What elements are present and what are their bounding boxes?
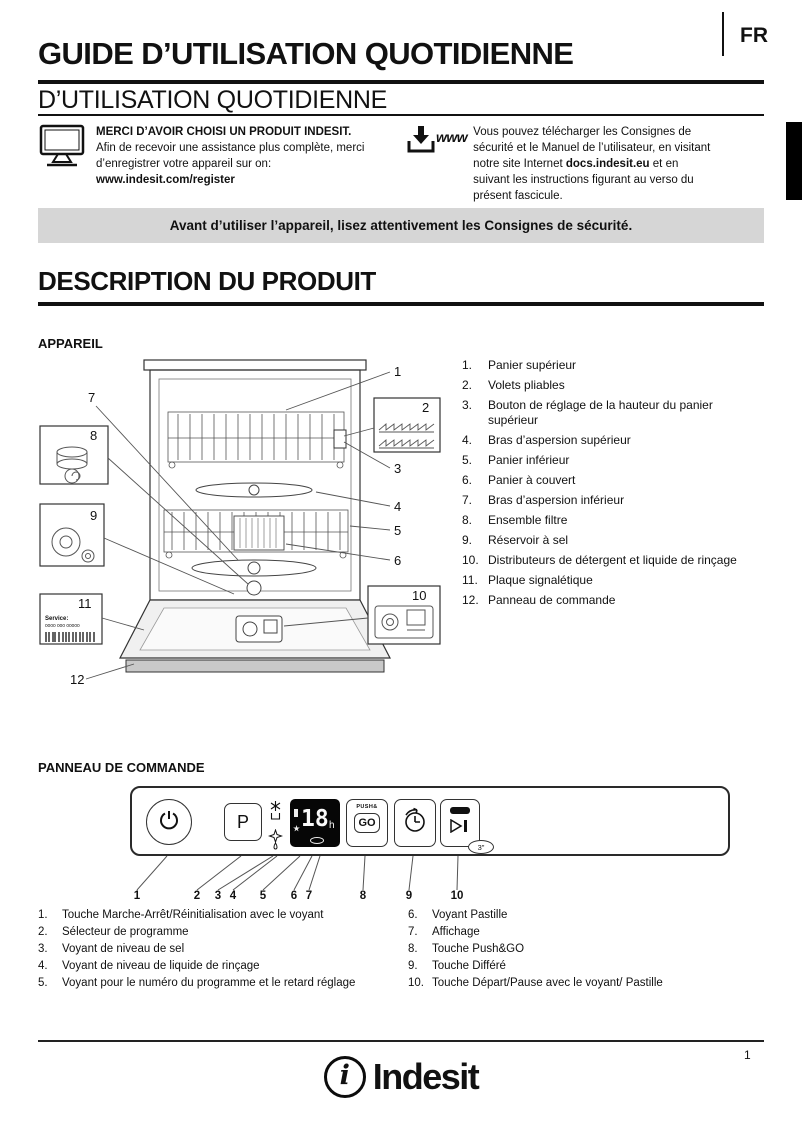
part-item: [462, 378, 764, 393]
callout-5: 5: [394, 523, 402, 538]
section-title-product: DESCRIPTION DU PRODUIT: [38, 266, 376, 296]
callout-1: 1: [394, 364, 402, 379]
legend-label: Voyant de niveau de sel: [62, 942, 185, 955]
panel-callout-7: 7: [305, 890, 313, 902]
thumb-rating-plate: [40, 594, 102, 644]
detergent-mini-icon: [294, 809, 298, 817]
legend-item: [38, 959, 392, 973]
legend-number: 6.: [408, 909, 418, 921]
print-registration-bar: [786, 122, 802, 200]
part-item: [462, 358, 764, 373]
part-label: Ensemble filtre: [488, 513, 568, 527]
panel-legend-right: [408, 908, 768, 992]
legend-label: Voyant pour le numéro du programme et le retard réglage: [62, 976, 356, 989]
part-item: [462, 513, 764, 528]
legend-item: [408, 908, 768, 922]
go-label: GO: [354, 813, 380, 833]
legend-number: 1.: [38, 909, 48, 921]
register-heading: MERCI D’AVOIR CHOISI UN PRODUIT INDESIT.: [96, 126, 352, 138]
panel-callout-9: 9: [405, 890, 413, 902]
part-number: 7.: [462, 493, 473, 507]
panel-callout-6: 6: [290, 890, 298, 902]
push-label: PUSH&: [356, 804, 378, 810]
subsection-panneau: PANNEAU DE COMMANDE: [38, 760, 205, 775]
upper-spray-arm: [196, 483, 312, 497]
legend-number: 3.: [38, 942, 48, 955]
panel-callout-4: 4: [229, 890, 237, 902]
part-number: 2.: [462, 378, 473, 392]
legend-label: Affichage: [432, 925, 480, 938]
legend-label: Voyant Pastille: [432, 909, 508, 921]
part-item: [462, 593, 764, 608]
legend-number: 9.: [408, 959, 418, 972]
part-label: Plaque signalétique: [488, 573, 593, 587]
language-badge: FR: [740, 24, 768, 47]
legend-number: 8.: [408, 942, 418, 955]
panel-callout-8: 8: [359, 890, 367, 902]
hold-3s-hint: 3": [468, 840, 494, 854]
part-number: 12.: [462, 593, 479, 607]
lower-spray-arm: [192, 560, 316, 576]
register-block: [38, 124, 390, 188]
control-panel: [130, 786, 730, 856]
panel-legend-left: [38, 908, 392, 992]
part-number: 1.: [462, 358, 473, 372]
callout-9: 9: [90, 508, 98, 523]
thumb-foldable-flaps: [374, 398, 440, 452]
part-number: 6.: [462, 473, 473, 487]
part-label: Bras d’aspersion supérieur: [488, 433, 631, 447]
legend-number: 7.: [408, 925, 418, 938]
rating-plate-service: Service:: [45, 616, 69, 622]
callout-4: 4: [394, 499, 402, 514]
part-label: Réservoir à sel: [488, 533, 569, 547]
parts-list: [462, 358, 764, 613]
part-label: Panneau de commande: [488, 593, 616, 607]
thumb-dispenser: [368, 586, 440, 644]
panel-callout-1: 1: [133, 890, 141, 902]
part-number: 10.: [462, 553, 479, 567]
power-button[interactable]: [146, 799, 192, 845]
indesit-logo-text: Indesit: [372, 1056, 479, 1097]
language-divider: [722, 12, 724, 56]
power-icon: [158, 809, 180, 836]
display-digits: 18: [301, 806, 329, 832]
callout-8: 8: [90, 428, 98, 443]
part-label: Panier à couvert: [488, 473, 576, 487]
filter-location: [247, 581, 261, 595]
legend-item: [408, 976, 768, 990]
part-label: Bras d’aspersion inférieur: [488, 493, 625, 507]
legend-item: [408, 959, 768, 973]
program-button[interactable]: [224, 803, 262, 841]
legend-item: [38, 925, 392, 939]
cutlery-basket: [234, 516, 284, 550]
subtitle-rule: [38, 114, 764, 116]
monitor-icon: [38, 124, 86, 188]
part-item: [462, 533, 764, 548]
part-number: 4.: [462, 433, 473, 447]
footer-rule: [38, 1040, 764, 1042]
panel-callout-5: 5: [259, 890, 267, 902]
download-text-after: et en suivant les instructions figurant au verso du présent fascicule.: [473, 158, 694, 203]
safety-notice: Avant d’utiliser l’appareil, lisez attentivement les Consignes de sécurité.: [38, 208, 764, 243]
callout-2: 2: [422, 400, 430, 415]
legend-number: 4.: [38, 959, 48, 972]
part-label: Volets pliables: [488, 378, 565, 392]
display-unit: h: [329, 820, 335, 831]
page-title: GUIDE D’UTILISATION QUOTIDIENNE: [38, 36, 574, 71]
play-pause-icon: [450, 819, 470, 833]
appliance-diagram: [38, 354, 458, 702]
salt-mini-icon: [293, 825, 300, 832]
plinth: [126, 660, 384, 672]
callout-3: 3: [394, 461, 402, 476]
callout-10: 10: [412, 588, 427, 603]
download-link[interactable]: docs.indesit.eu: [565, 158, 650, 171]
part-item: [462, 493, 764, 508]
legend-label: Touche Différé: [432, 959, 506, 972]
page-subtitle: D’UTILISATION QUOTIDIENNE: [38, 86, 388, 114]
part-number: 11.: [462, 573, 478, 587]
part-item: [462, 433, 764, 448]
section-rule: [38, 302, 764, 306]
legend-item: [38, 942, 392, 956]
part-label: Panier inférieur: [488, 453, 570, 467]
part-item: [462, 573, 764, 588]
rinse-aid-indicator-icon: [268, 829, 283, 856]
callout-6: 6: [394, 553, 402, 568]
part-label: Distributeurs de détergent et liquide de rinçage: [488, 553, 737, 567]
legend-label: Voyant de niveau de liquide de rinçage: [62, 959, 260, 972]
indesit-logo: [0, 1056, 802, 1098]
part-item: [462, 473, 764, 488]
part-number: 5.: [462, 453, 473, 467]
panel-callout-3: 3: [214, 890, 222, 902]
delay-button[interactable]: [394, 799, 436, 847]
legend-number: 5.: [38, 976, 48, 989]
legend-item: [408, 925, 768, 939]
part-item: [462, 453, 764, 468]
legend-label: Touche Départ/Pause avec le voyant/ Pastille: [432, 976, 663, 989]
part-number: 3.: [462, 398, 473, 412]
program-button-label: P: [236, 811, 249, 832]
delay-timer-icon: [401, 807, 429, 840]
title-rule: [38, 80, 764, 84]
legend-label: Sélecteur de programme: [62, 925, 189, 938]
panel-callout-lines: [130, 856, 730, 892]
legend-label: Touche Marche-Arrêt/Réinitialisation avec le voyant: [62, 909, 324, 921]
open-door: [120, 600, 390, 658]
part-number: 8.: [462, 513, 473, 527]
thumb-filter: [40, 426, 108, 484]
download-text-before: Vous pouvez télécharger les Consignes de sécurité et le Manuel de l’utilisateur, en visitant notre site Internet: [473, 126, 711, 171]
start-led-indicator: [450, 807, 470, 814]
download-block: [406, 124, 712, 204]
panel-callout-10: 10: [450, 890, 464, 902]
download-icon: [406, 124, 436, 159]
www-icon-text: www: [436, 129, 468, 145]
register-link[interactable]: www.indesit.com/register: [96, 174, 235, 187]
callout-12: 12: [70, 672, 85, 687]
height-adjust-button: [334, 430, 346, 448]
rating-plate-code: 0000 000 00000: [45, 624, 80, 629]
salt-indicator-icon: [268, 800, 283, 827]
part-item: [462, 553, 764, 568]
legend-number: 2.: [38, 925, 48, 938]
push-and-go-button[interactable]: [346, 799, 388, 847]
legend-number: 10.: [408, 976, 424, 989]
upper-basket: [168, 412, 344, 468]
part-number: 9.: [462, 533, 473, 547]
callout-7: 7: [88, 390, 96, 405]
legend-item: [38, 908, 392, 922]
subsection-appareil: APPAREIL: [38, 336, 103, 351]
part-item: [462, 398, 764, 428]
register-body: Afin de recevoir une assistance plus complète, merci d’enregistrer votre appareil sur on:: [96, 142, 365, 171]
pastille-indicator-icon: [310, 837, 324, 844]
part-label: Panier supérieur: [488, 358, 577, 372]
legend-item: [38, 976, 392, 990]
part-label: Bouton de réglage de la hauteur du panier supérieur: [488, 398, 713, 427]
level-indicators: [268, 800, 283, 856]
download-text: [473, 124, 712, 204]
panel-callout-2: 2: [193, 890, 201, 902]
legend-label: Touche Push&GO: [432, 942, 525, 955]
legend-item: [408, 942, 768, 956]
indesit-logo-mark: i: [324, 1056, 366, 1098]
page-number: 1: [744, 1048, 751, 1062]
display: [290, 799, 340, 847]
callout-11: 11: [78, 596, 92, 611]
